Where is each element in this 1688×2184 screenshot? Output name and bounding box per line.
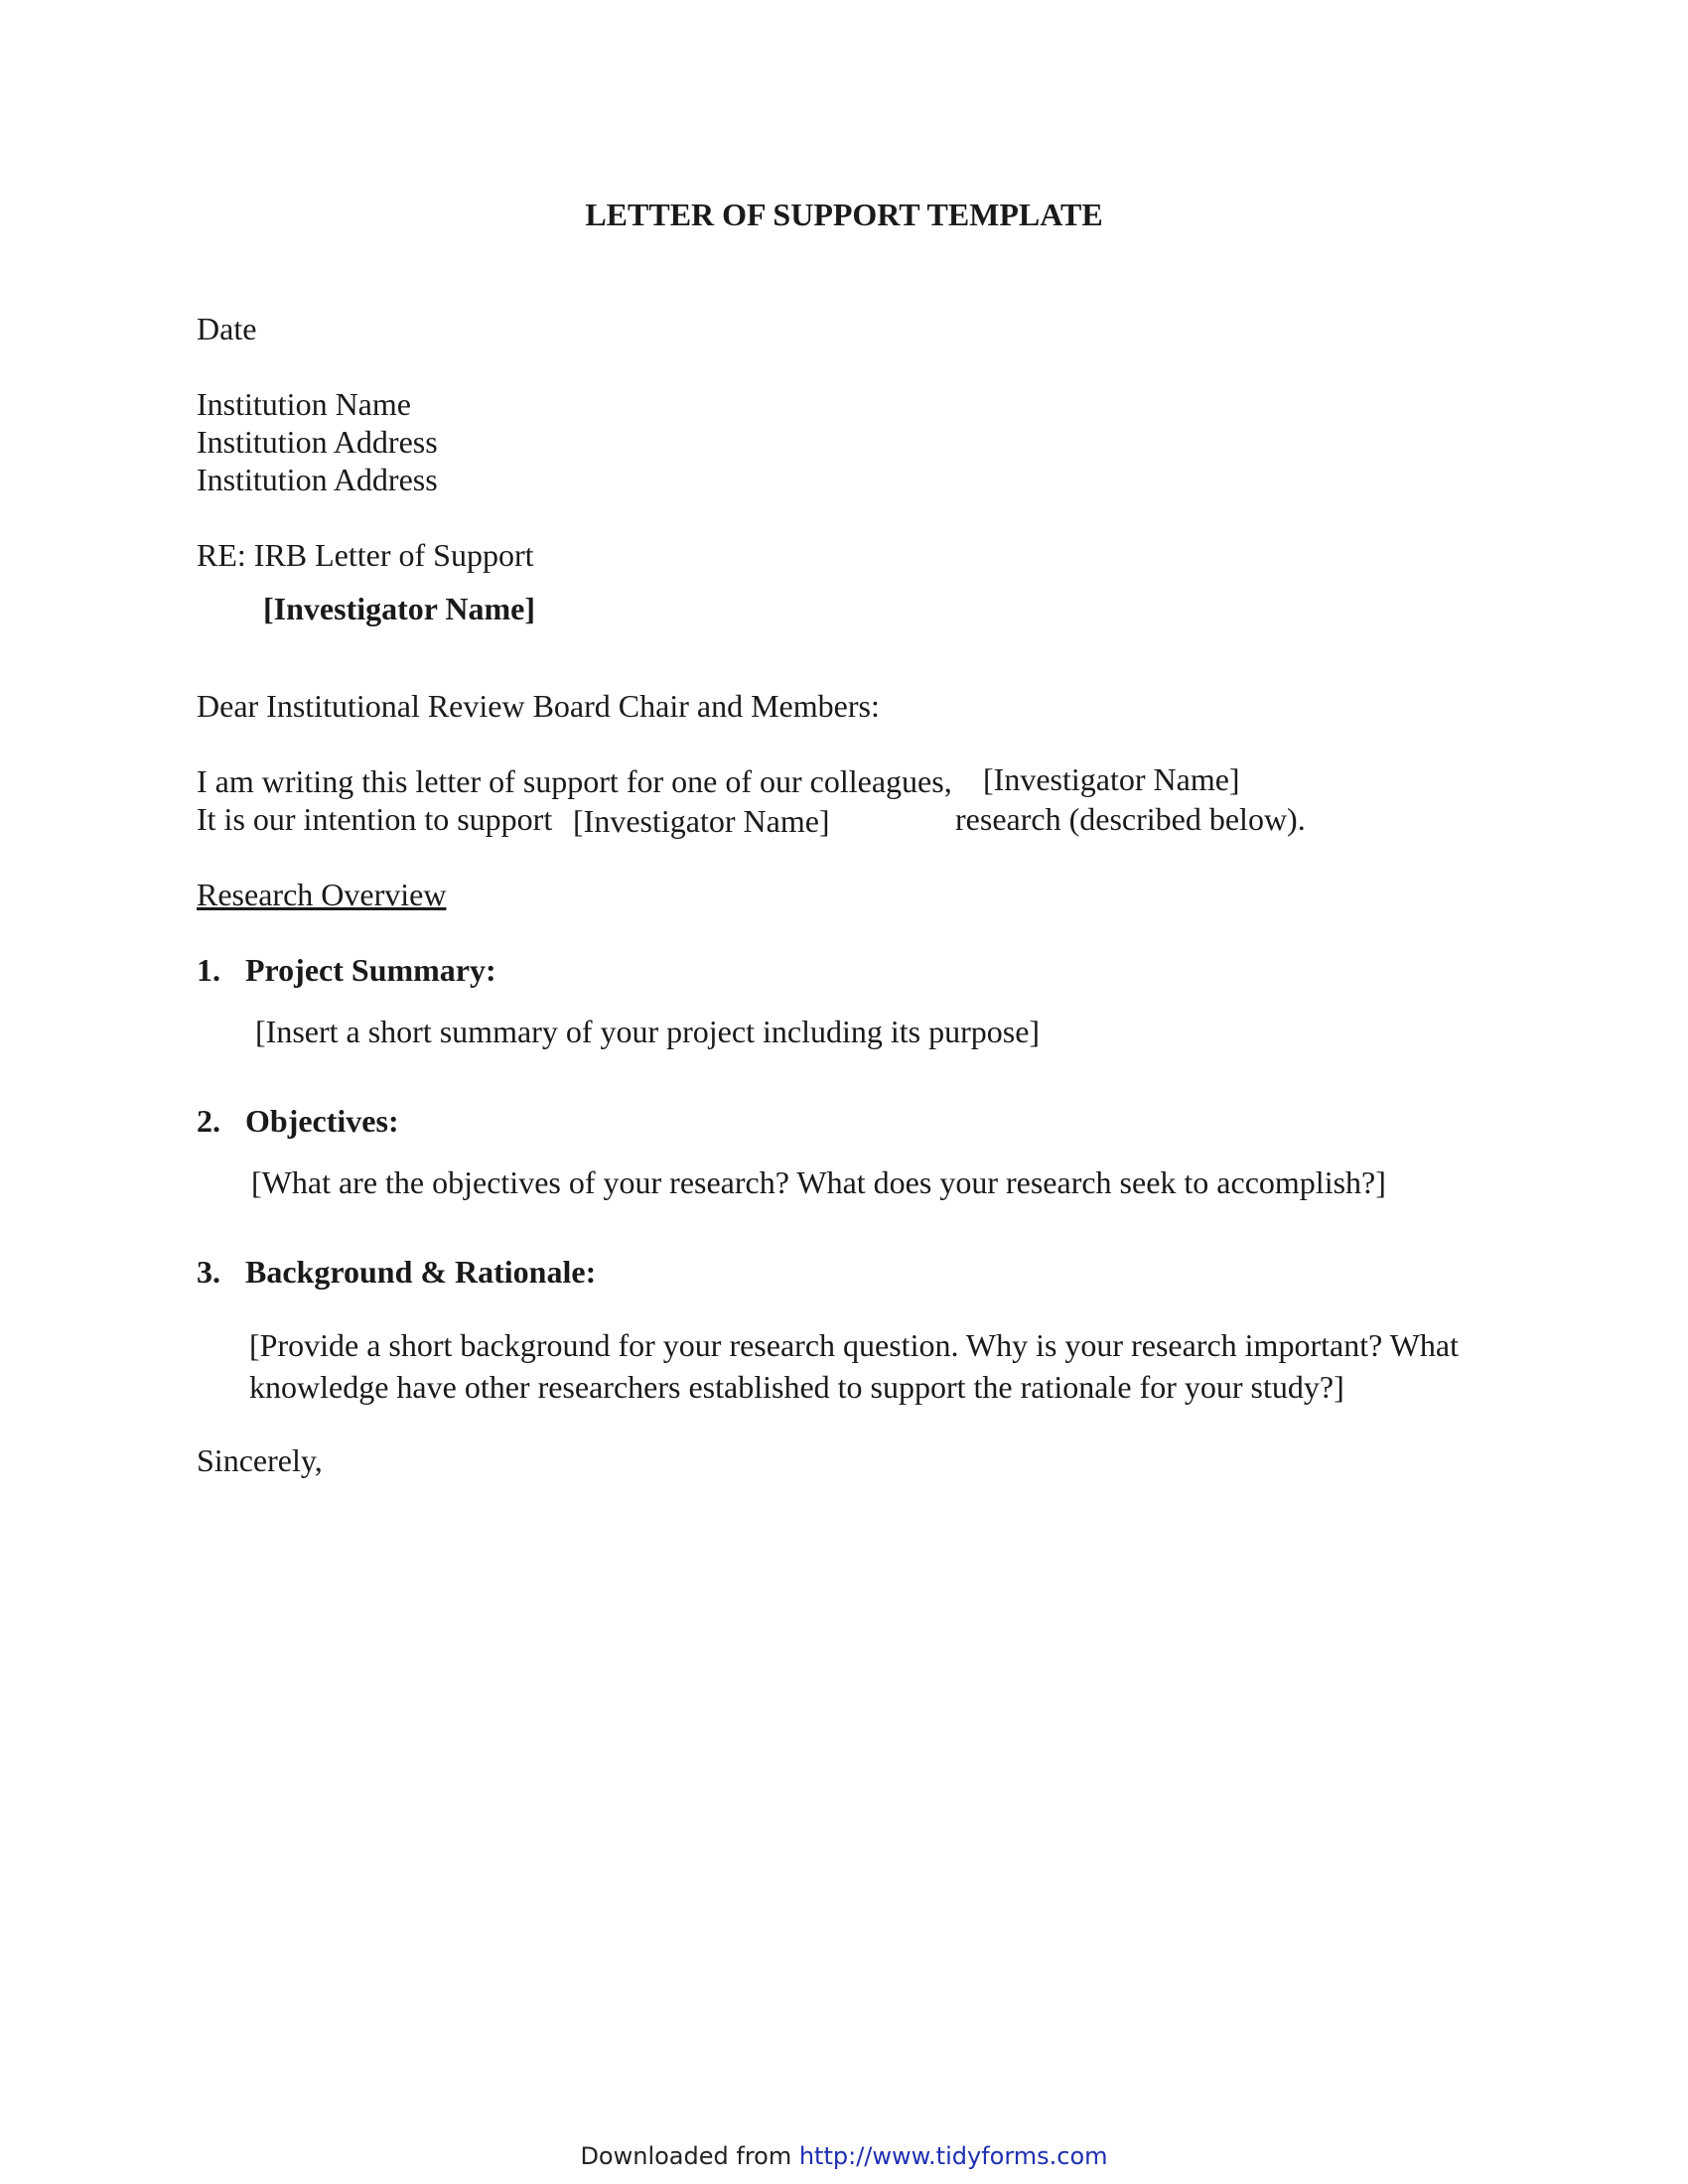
re-investigator-name: [Investigator Name]	[263, 591, 536, 626]
salutation: Dear Institutional Review Board Chair and Members:	[197, 688, 880, 724]
closing: Sincerely,	[197, 1442, 323, 1478]
section-1-number: 1.	[197, 952, 220, 988]
intro-line-1-text: I am writing this letter of support for one of our colleagues,	[197, 763, 952, 799]
section-3-body-line-1: [Provide a short background for your research question. Why is your research important? What	[249, 1327, 1459, 1363]
section-2-body: [What are the objectives of your research? What does your research seek to accomplish?]	[251, 1164, 1386, 1200]
research-overview-heading: Research Overview	[197, 877, 447, 912]
document-title: LETTER OF SUPPORT TEMPLATE	[585, 197, 1103, 232]
footer-link[interactable]: http://www.tidyforms.com	[798, 2142, 1108, 2170]
date-label: Date	[197, 311, 257, 346]
institution-name: Institution Name	[197, 386, 411, 422]
intro-line-2-text: It is our intention to support	[197, 801, 553, 837]
section-2-heading: Objectives:	[245, 1103, 399, 1139]
investigator-name-field-2[interactable]: [Investigator Name]	[573, 803, 830, 839]
section-3-body-line-2: knowledge have other researchers established to support the rationale for your study?]	[249, 1369, 1344, 1405]
institution-address-line-2: Institution Address	[197, 462, 438, 497]
re-line: RE: IRB Letter of Support	[197, 537, 534, 573]
institution-address-line-1: Institution Address	[197, 424, 438, 460]
footer	[0, 2142, 1688, 2170]
section-3-number: 3.	[197, 1254, 220, 1290]
section-1-heading: Project Summary:	[245, 952, 496, 988]
section-3-heading: Background & Rationale:	[245, 1254, 597, 1290]
footer-prefix: Downloaded from	[580, 2142, 799, 2170]
investigator-name-field-1[interactable]: [Investigator Name]	[983, 761, 1240, 797]
section-2-number: 2.	[197, 1103, 220, 1139]
section-1-body: [Insert a short summary of your project including its purpose]	[255, 1014, 1041, 1049]
intro-line-2-tail: research (described below).	[955, 801, 1306, 837]
